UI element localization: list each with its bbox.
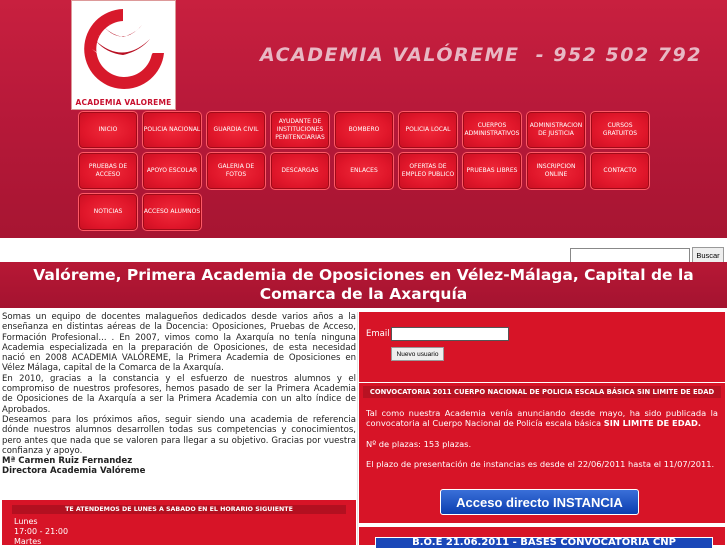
search-input[interactable] xyxy=(570,248,690,263)
boe-bases-button[interactable]: B.O.E 21.06.2011 - BASES CONVOCATORIA CNP xyxy=(375,537,713,549)
nav-cursos-gratuitos[interactable]: CURSOS GRATUITOS xyxy=(590,111,650,149)
login-panel xyxy=(359,312,725,382)
nav-galeria-fotos[interactable]: GALERIA DE FOTOS xyxy=(206,152,266,190)
nav-policia-nacional[interactable]: POLICIA NACIONAL xyxy=(142,111,202,149)
news-body xyxy=(366,408,718,480)
news-paragraph-1-text: Tal como nuestra Academia venía anunciando desde mayo, ha sido publicada la convocatoria al Cuerpo Nacional de Policía escala básica xyxy=(366,408,718,429)
nav-contacto[interactable]: CONTACTO xyxy=(590,152,650,190)
signature-name: Mª Carmen Ruiz Fernandez xyxy=(2,456,133,467)
nav-enlaces[interactable]: ENLACES xyxy=(334,152,394,190)
nav-guardia-civil[interactable]: GUARDIA CIVIL xyxy=(206,111,266,149)
nav-descargas[interactable]: DESCARGAS xyxy=(270,152,330,190)
nav-policia-local[interactable]: POLICIA LOCAL xyxy=(398,111,458,149)
logo-text: ACADEMIA VALOREME xyxy=(75,98,172,107)
logo-swoosh-icon xyxy=(78,3,168,95)
nav-pruebas-libres[interactable]: PRUEBAS LIBRES xyxy=(462,152,522,190)
hours-item: 17:00 - 21:00 xyxy=(14,527,69,536)
new-user-button[interactable]: Nuevo usuario xyxy=(391,347,444,361)
brand-title: ACADEMIA VALÓREME - 952 502 792 xyxy=(260,44,702,66)
hours-list xyxy=(14,517,68,547)
news-panel xyxy=(359,383,725,523)
nav-inicio[interactable]: INICIO xyxy=(78,111,138,149)
intro-paragraph-1: Somas un equipo de docentes malagueños dedicados desde varios años a la enseñanza en distintas aéreas de la Docencia: Oposiciones, Pruebas de Acceso, Formación Profesional... . En 2007, vimos como la Axarquía no tenía ninguna Academia especializada en la preparación de Oposiciones, de esta necesidad nació en 2008 ACADEMIA VALÓREME, la Primera Academia de Oposiciones en Vélez Málaga, capital de la Comarca de la Axarquía. xyxy=(2,312,356,374)
nav-noticias[interactable]: NOTICIAS xyxy=(78,193,138,231)
email-label: Email xyxy=(366,329,390,339)
page-title: Valóreme, Primera Academia de Oposiciones en Vélez-Málaga, Capital de la Comarca de la Axarquía xyxy=(33,266,694,303)
news-headline[interactable]: CONVOCATORIA 2011 CUERPO NACIONAL DE POLICIA ESCALA BÁSICA SIN LIMITE DE EDAD xyxy=(363,386,721,398)
site-header xyxy=(0,0,727,238)
nav-bombero[interactable]: BOMBERO xyxy=(334,111,394,149)
news-paragraph-1-emphasis: SIN LIMITE DE EDAD. xyxy=(603,418,702,429)
nav-administracion-justicia[interactable]: ADMINISTRACION DE JUSTICIA xyxy=(526,111,586,149)
nav-acceso-alumnos[interactable]: ACCESO ALUMNOS xyxy=(142,193,202,231)
news-paragraph-1 xyxy=(366,408,718,429)
nav-cuerpos-administrativos[interactable]: CUERPOS ADMINISTRATIVOS xyxy=(462,111,522,149)
nav-apoyo-escolar[interactable]: APOYO ESCOLAR xyxy=(142,152,202,190)
instance-access-button[interactable]: Acceso directo INSTANCIA xyxy=(440,489,639,515)
email-field[interactable] xyxy=(391,327,509,341)
news-paragraph-3: El plazo de presentación de instancias es desde el 22/06/2011 hasta el 11/07/2011. xyxy=(366,459,715,470)
search-button[interactable]: Buscar xyxy=(692,247,724,264)
signature-role: Directora Academia Valóreme xyxy=(2,466,146,477)
intro-text xyxy=(2,312,356,477)
column-divider xyxy=(357,312,358,545)
hours-title: TE ATENDEMOS DE LUNES A SABADO EN EL HORARIO SIGUIENTE xyxy=(12,505,346,514)
nav-inscripcion-online[interactable]: INSCRIPCION ONLINE xyxy=(526,152,586,190)
hours-item: Lunes xyxy=(14,517,38,526)
academy-logo[interactable] xyxy=(71,0,176,110)
boe-panel xyxy=(359,527,725,548)
intro-paragraph-3: Deseamos para los próximos años, seguir siendo una academia de referencia dónde nuestros alumnos desarrollen todas sus competencias y conocimientos, pero antes que nada que se valoren para llegar a su objetivo. Gracias por vuestra confianza y apoyo. xyxy=(2,414,356,456)
news-paragraph-2: Nº de plazas: 153 plazas. xyxy=(366,438,472,449)
hours-panel xyxy=(2,500,356,545)
nav-pruebas-acceso[interactable]: PRUEBAS DE ACCESO xyxy=(78,152,138,190)
intro-paragraph-2: En 2010, gracias a la constancia y el esfuerzo de nuestros alumnos y el compromiso de nuestros profesores, hemos pasado de ser la Primera Academia de Oposiciones de la Axarquía a ser la Primera Academia con un alto índice de Aprobados. xyxy=(2,373,356,415)
nav-ofertas-empleo[interactable]: OFERTAS DE EMPLEO PUBLICO xyxy=(398,152,458,190)
nav-ayudante-instituciones[interactable]: AYUDANTE DE INSTITUCIONES PENITENCIARIAS xyxy=(270,111,330,149)
hours-item: Martes xyxy=(14,537,42,546)
